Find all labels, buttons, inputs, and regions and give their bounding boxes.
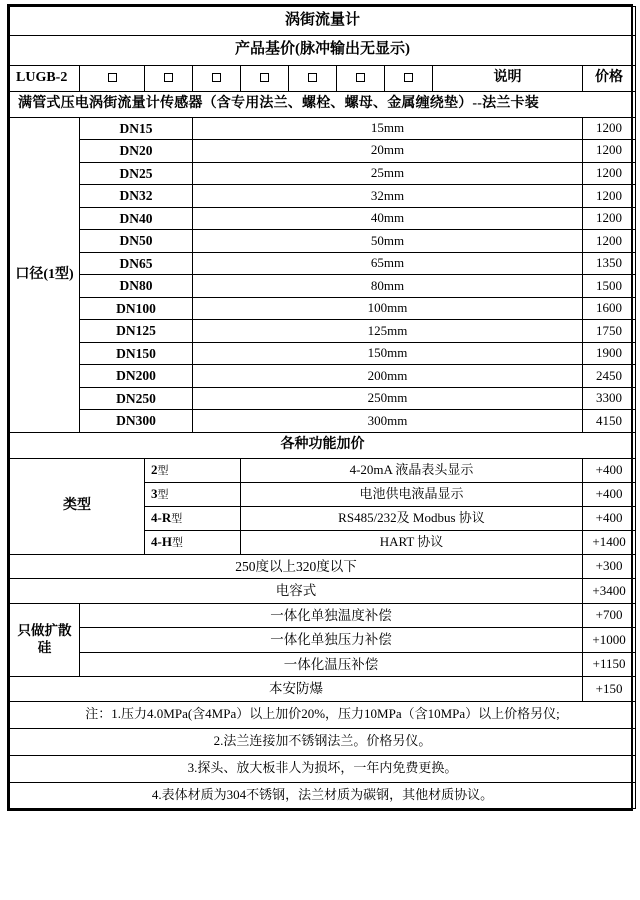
product-description: 满管式压电涡街流量计传感器（含专用法兰、螺栓、螺母、金属缠绕垫）--法兰卡装 bbox=[10, 91, 636, 117]
subtitle-row bbox=[10, 36, 636, 65]
explosion-proof-label: 本安防爆 bbox=[10, 677, 583, 702]
caliber-mm: 300mm bbox=[193, 410, 583, 433]
table-row bbox=[10, 459, 636, 483]
caliber-mm: 50mm bbox=[193, 230, 583, 253]
checkbox-cell-1[interactable] bbox=[80, 65, 145, 91]
note-1: 注：1.压力4.0MPa(含4MPa）以上加价20%，压力10MPa（含10MPa）以上价格另仪; bbox=[10, 701, 636, 728]
type-label: 类型 bbox=[10, 459, 145, 555]
caliber-mm: 125mm bbox=[193, 320, 583, 343]
type-code bbox=[145, 482, 241, 506]
checkbox-cell-2[interactable] bbox=[145, 65, 193, 91]
caliber-price: 1500 bbox=[583, 275, 636, 298]
diffusion-option-label: 一体化单独压力补偿 bbox=[80, 628, 583, 653]
caliber-mm: 20mm bbox=[193, 140, 583, 163]
caliber-mm: 100mm bbox=[193, 297, 583, 320]
checkbox-cell-3[interactable] bbox=[193, 65, 241, 91]
note-row bbox=[10, 728, 636, 755]
caliber-mm: 200mm bbox=[193, 365, 583, 388]
type-code-suffix: 型 bbox=[171, 512, 183, 525]
diffusion-option-label: 一体化单独温度补偿 bbox=[80, 603, 583, 628]
note-4: 4.表体材质为304不锈钢，法兰材质为碳钢，其他材质协议。 bbox=[10, 782, 636, 809]
caliber-dn: DN80 bbox=[80, 275, 193, 298]
checkbox-icon[interactable] bbox=[308, 73, 317, 82]
caliber-price: 1750 bbox=[583, 320, 636, 343]
caliber-mm: 65mm bbox=[193, 252, 583, 275]
table-row bbox=[10, 275, 636, 298]
caliber-dn: DN250 bbox=[80, 387, 193, 410]
note-row bbox=[10, 701, 636, 728]
caliber-mm: 25mm bbox=[193, 162, 583, 185]
note-2: 2.法兰连接加不锈钢法兰。价格另仪。 bbox=[10, 728, 636, 755]
table-row bbox=[10, 628, 636, 653]
caliber-mm: 80mm bbox=[193, 275, 583, 298]
caliber-mm: 250mm bbox=[193, 387, 583, 410]
table-row bbox=[10, 140, 636, 163]
caliber-mm: 40mm bbox=[193, 207, 583, 230]
caliber-dn: DN15 bbox=[80, 117, 193, 140]
checkbox-icon[interactable] bbox=[212, 73, 221, 82]
checkbox-cell-5[interactable] bbox=[289, 65, 337, 91]
functions-title: 各种功能加价 bbox=[10, 432, 636, 458]
caliber-dn: DN25 bbox=[80, 162, 193, 185]
table-row bbox=[10, 297, 636, 320]
caliber-dn: DN150 bbox=[80, 342, 193, 365]
caliber-dn: DN200 bbox=[80, 365, 193, 388]
type-code-suffix: 型 bbox=[171, 536, 183, 549]
caliber-price: 1200 bbox=[583, 117, 636, 140]
checkbox-cell-4[interactable] bbox=[241, 65, 289, 91]
caliber-label: 口径(1型) bbox=[10, 117, 80, 432]
type-price: +400 bbox=[583, 459, 636, 483]
type-code-text: 4-R bbox=[151, 509, 172, 525]
checkbox-icon[interactable] bbox=[404, 73, 413, 82]
type-code-text: 2 bbox=[151, 462, 158, 477]
caliber-price: 3300 bbox=[583, 387, 636, 410]
caliber-dn: DN20 bbox=[80, 140, 193, 163]
table-row bbox=[10, 652, 636, 677]
caliber-dn: DN32 bbox=[80, 185, 193, 208]
table-row bbox=[10, 365, 636, 388]
table-row bbox=[10, 162, 636, 185]
price-table bbox=[9, 6, 636, 809]
model-code: LUGB-2 bbox=[10, 65, 80, 91]
table-row bbox=[10, 579, 636, 604]
type-code-suffix: 型 bbox=[157, 465, 169, 477]
table-row bbox=[10, 603, 636, 628]
caliber-price: 1200 bbox=[583, 162, 636, 185]
type-description: 电池供电液晶显示 bbox=[241, 482, 583, 506]
checkbox-cell-7[interactable] bbox=[385, 65, 433, 91]
table-row bbox=[10, 185, 636, 208]
functions-title-row bbox=[10, 432, 636, 458]
caliber-price: 1350 bbox=[583, 252, 636, 275]
table-row bbox=[10, 677, 636, 702]
note-row bbox=[10, 755, 636, 782]
page-title: 涡街流量计 bbox=[10, 7, 636, 36]
diffusion-option-price: +1150 bbox=[583, 652, 636, 677]
note-3: 3.探头、放大板非人为损坏，一年内免费更换。 bbox=[10, 755, 636, 782]
diffusion-option-label: 一体化温压补偿 bbox=[80, 652, 583, 677]
type-price: +400 bbox=[583, 506, 636, 530]
caliber-mm: 32mm bbox=[193, 185, 583, 208]
table-row bbox=[10, 252, 636, 275]
caliber-price: 1600 bbox=[583, 297, 636, 320]
price-table-sheet bbox=[7, 4, 633, 811]
caliber-mm: 15mm bbox=[193, 117, 583, 140]
table-row bbox=[10, 554, 636, 579]
caliber-dn: DN50 bbox=[80, 230, 193, 253]
temperature-range-price: +300 bbox=[583, 554, 636, 579]
type-code bbox=[145, 530, 241, 554]
caliber-price: 1200 bbox=[583, 230, 636, 253]
table-row bbox=[10, 320, 636, 343]
type-description: HART 协议 bbox=[241, 530, 583, 554]
table-row bbox=[10, 410, 636, 433]
diffusion-option-price: +700 bbox=[583, 603, 636, 628]
table-row bbox=[10, 342, 636, 365]
page-subtitle: 产品基价(脉冲输出无显示) bbox=[10, 36, 636, 65]
type-code-text: 4-H bbox=[151, 533, 172, 549]
type-code-text: 3 bbox=[151, 485, 158, 501]
caliber-price: 2450 bbox=[583, 365, 636, 388]
caliber-price: 4150 bbox=[583, 410, 636, 433]
checkbox-icon[interactable] bbox=[260, 73, 269, 82]
caliber-price: 1200 bbox=[583, 207, 636, 230]
caliber-dn: DN40 bbox=[80, 207, 193, 230]
caliber-mm: 150mm bbox=[193, 342, 583, 365]
caliber-dn: DN65 bbox=[80, 252, 193, 275]
caliber-price: 1200 bbox=[583, 140, 636, 163]
table-row bbox=[10, 230, 636, 253]
checkbox-icon[interactable] bbox=[108, 73, 117, 82]
type-price: +400 bbox=[583, 482, 636, 506]
caliber-price: 1200 bbox=[583, 185, 636, 208]
table-row bbox=[10, 207, 636, 230]
capacitive-price: +3400 bbox=[583, 579, 636, 604]
table-row bbox=[10, 387, 636, 410]
description-header: 说明 bbox=[433, 65, 583, 91]
capacitive-label: 电容式 bbox=[10, 579, 583, 604]
checkbox-cell-6[interactable] bbox=[337, 65, 385, 91]
diffusion-option-price: +1000 bbox=[583, 628, 636, 653]
table-row bbox=[10, 117, 636, 140]
type-code-suffix: 型 bbox=[157, 488, 169, 501]
checkbox-icon[interactable] bbox=[164, 73, 173, 82]
caliber-dn: DN125 bbox=[80, 320, 193, 343]
caliber-dn: DN300 bbox=[80, 410, 193, 433]
title-row bbox=[10, 7, 636, 36]
temperature-range-label: 250度以上320度以下 bbox=[10, 554, 583, 579]
diffusion-silicon-label: 只做扩散硅 bbox=[10, 603, 80, 677]
note-row bbox=[10, 782, 636, 809]
type-code bbox=[145, 459, 241, 483]
caliber-dn: DN100 bbox=[80, 297, 193, 320]
type-price: +1400 bbox=[583, 530, 636, 554]
header-row bbox=[10, 65, 636, 91]
caliber-price: 1900 bbox=[583, 342, 636, 365]
explosion-proof-price: +150 bbox=[583, 677, 636, 702]
type-code bbox=[145, 506, 241, 530]
type-description: 4-20mA 液晶表头显示 bbox=[241, 459, 583, 483]
product-line-row bbox=[10, 91, 636, 117]
price-header: 价格 bbox=[583, 65, 636, 91]
checkbox-icon[interactable] bbox=[356, 73, 365, 82]
type-description: RS485/232及 Modbus 协议 bbox=[241, 506, 583, 530]
